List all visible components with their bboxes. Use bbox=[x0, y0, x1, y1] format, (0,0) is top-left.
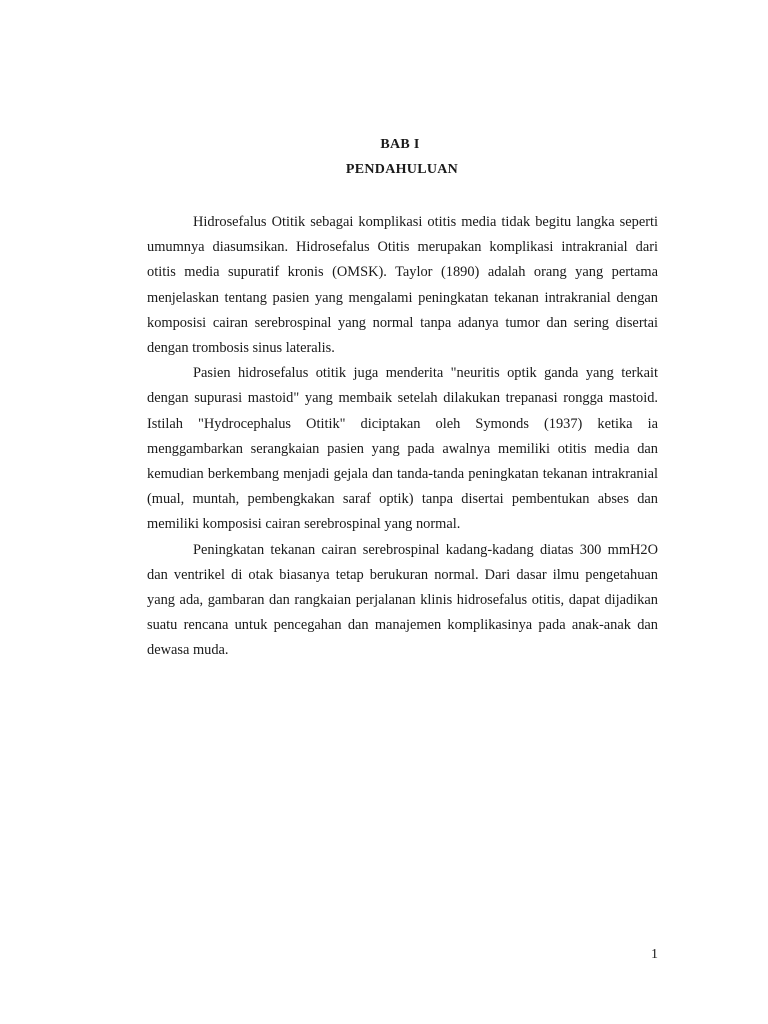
chapter-number: BAB I bbox=[380, 137, 420, 152]
paragraph-1: Hidrosefalus Otitik sebagai komplikasi otitis media tidak begitu langka seperti umumnya diasumsikan. Hidrosefalus Otitis merupakan komplikasi intrakranial dari otitis media supuratif kronis (OMSK). Taylor (1890) adalah orang yang pertama menjelaskan tentang pasien yang mengalami peningkatan tekanan intrakranial dengan komposisi cairan serebrospinal yang normal tanpa adanya tumor dan sering disertai dengan trombosis sinus lateralis. bbox=[147, 214, 658, 357]
body-text bbox=[147, 210, 658, 664]
page-number: 1 bbox=[651, 947, 658, 962]
paragraph-2: Pasien hidrosefalus otitik juga menderita "neuritis optik ganda yang terkait dengan supurasi mastoid" yang membaik setelah dilakukan trepanasi rongga mastoid. Istilah "Hydrocephalus Otitik" diciptakan oleh Symonds (1937) ketika ia menggambarkan serangkaian pasien yang pada awalnya memiliki otitis media dan kemudian berkembang menjadi gejala dan tanda-tanda peningkatan tekanan intrakranial (mual, muntah, pembengkakan saraf optik) tanpa disertai pembentukan abses dan memiliki komposisi cairan serebrospinal yang normal. bbox=[147, 365, 658, 533]
chapter-title: PENDAHULUAN bbox=[345, 162, 459, 177]
paragraph-3: Peningkatan tekanan cairan serebrospinal kadang-kadang diatas 300 mmH2O dan ventrikel di otak biasanya tetap berukuran normal. Dari dasar ilmu pengetahuan yang ada, gambaran dan rangkaian perjalanan klinis hidrosefalus otitis, dapat dijadikan suatu rencana untuk pencegahan dan manajemen komplikasinya pada anak-anak dan dewasa muda. bbox=[147, 541, 658, 659]
